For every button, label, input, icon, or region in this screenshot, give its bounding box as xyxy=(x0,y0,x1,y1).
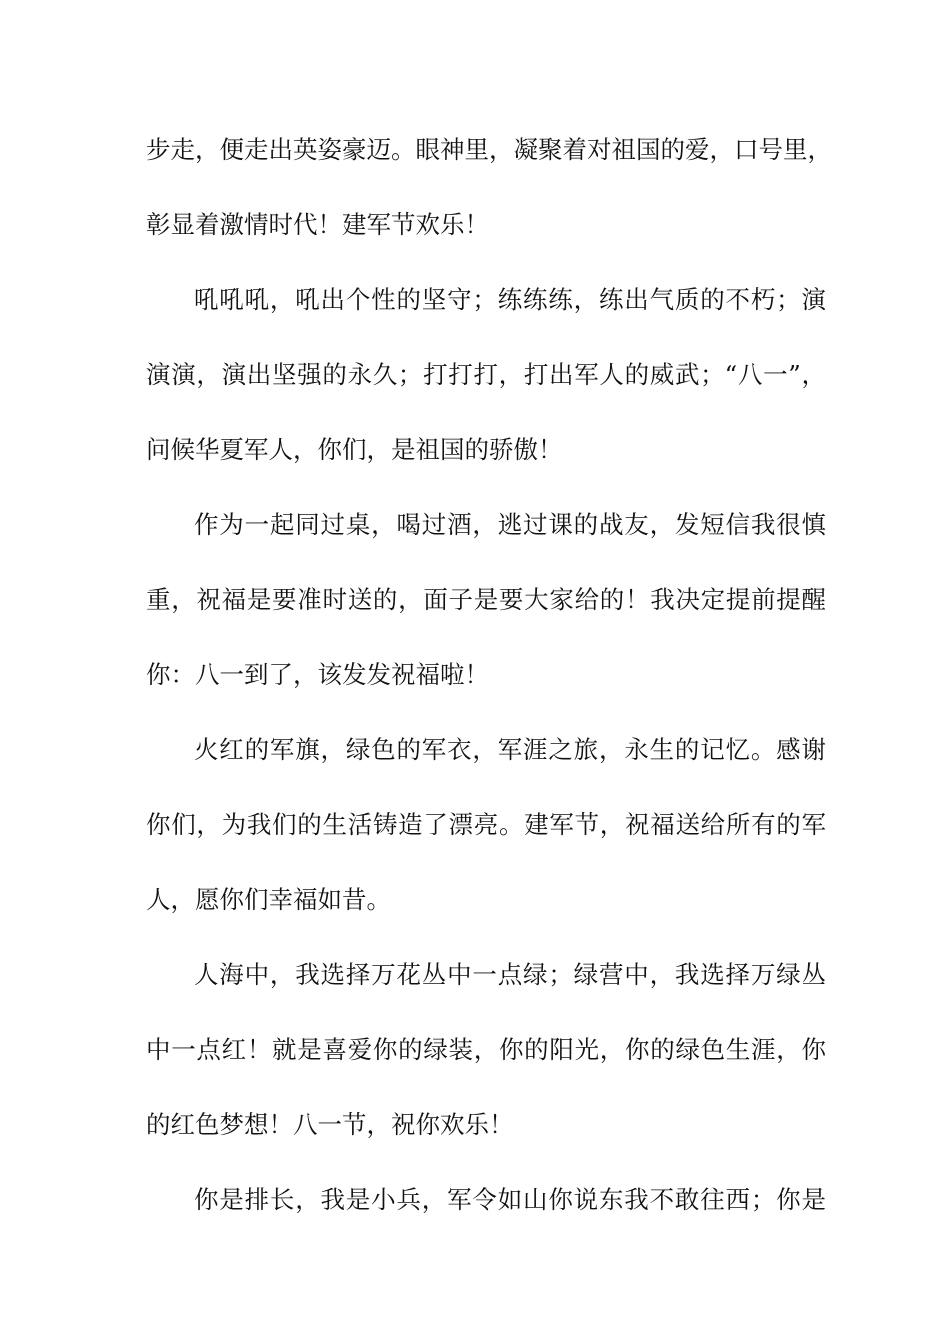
paragraph-first-line: 作为一起同过桌，喝过酒，逃过课的战友，发短信我很慎 xyxy=(194,510,826,539)
text-line: 的红色梦想！八一节，祝你欢乐！ xyxy=(146,1110,514,1139)
paragraph-first-line: 火红的军旗，绿色的军衣，军涯之旅，永生的记忆。感谢 xyxy=(194,735,826,764)
paragraph-first-line: 人海中，我选择万花丛中一点绿；绿营中，我选择万绿丛 xyxy=(194,960,826,989)
text-line: 重，祝福是要准时送的，面子是要大家给的！我决定提前提醒 xyxy=(146,585,826,614)
paragraph-first-line: 你是排长，我是小兵，军令如山你说东我不敢往西；你是 xyxy=(194,1185,826,1214)
text-line: 演演，演出坚强的永久；打打打，打出军人的威武；“八一”， xyxy=(146,360,826,389)
paragraph-first-line: 吼吼吼，吼出个性的坚守；练练练，练出气质的不朽；演 xyxy=(194,285,826,314)
text-line: 问候华夏军人，你们，是祖国的骄傲！ xyxy=(146,435,563,464)
text-line: 你：八一到了，该发发祝福啦！ xyxy=(146,660,489,689)
text-line: 人，愿你们幸福如昔。 xyxy=(146,885,391,914)
text-line: 你们，为我们的生活铸造了漂亮。建军节，祝福送给所有的军 xyxy=(146,810,826,839)
text-line: 步走，便走出英姿豪迈。眼神里，凝聚着对祖国的爱，口号里， xyxy=(146,135,832,164)
text-line: 中一点红！就是喜爱你的绿装，你的阳光，你的绿色生涯，你 xyxy=(146,1035,826,1064)
text-line: 彰显着激情时代！建军节欢乐！ xyxy=(146,210,489,239)
